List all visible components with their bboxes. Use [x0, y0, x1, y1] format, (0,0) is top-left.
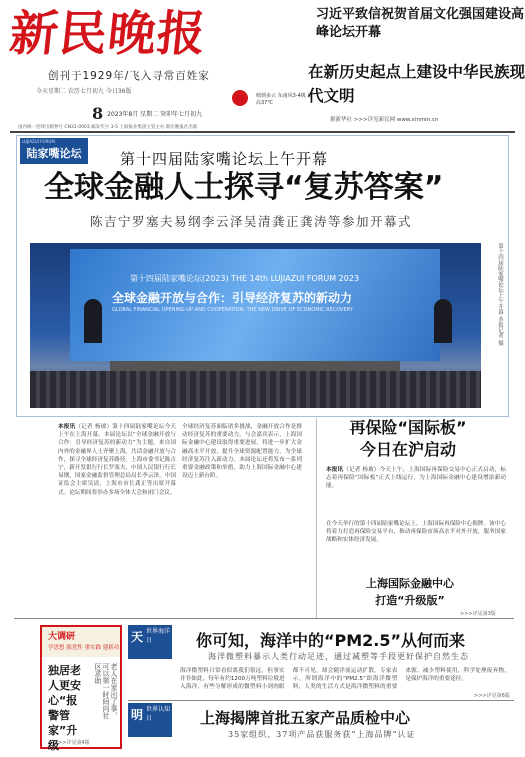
sidebar-headline[interactable]: 独居老人更安心“报警管家”升级 [48, 664, 81, 752]
article-lead: 本报讯 [326, 467, 344, 473]
forum-subtitle: 陈吉宁罗塞夫易纲李云泽吴清龚正龚涛等参加开幕式 [90, 214, 413, 229]
photo-caption: 第十四届陆家嘴论坛上午开幕 本报记者 摄 [497, 243, 503, 346]
forum-kicker: 第十四届陆家嘴论坛上午开幕 [120, 150, 329, 168]
finance-more-link[interactable]: >>>详见第3版 [460, 611, 496, 617]
news-divider [128, 700, 514, 701]
survey-sidebar [40, 625, 122, 752]
forum-photo [30, 243, 481, 408]
quality-center-subtitle: 35家组织、37项产品获服务获“上海品牌”认证 [228, 730, 416, 739]
forum-tag-en: LUJIAZUI FORUM [22, 139, 55, 144]
stage-screen [70, 249, 440, 361]
ocean-article: 海洋微塑料日常看似离我们很远，但事实并非如此。每年有约1200万吨塑料垃圾进入海洋，有些分解形成的微塑料小到肉眼都不可见，却会随洋流运动扩散。专家表示，所谓海洋中的“PM2.5”即海洋微塑料，人类的生活方式是海洋微塑料的重要来源。减少塑料使用，科学处理废弃物，是保护海洋的重要途径。 [180, 668, 510, 691]
quality-center-headline[interactable]: 上海揭牌首批五家产品质检中心 [200, 709, 411, 727]
forum-article-col2: 全球经济复苏面临诸多挑战，金融开放合作是推动经济复苏的重要动力。与会嘉宾表示，上海国际金融中心建设取得重要进展，将进一步扩大金融高水平开放，提升全球资源配置能力，为全球经济复苏注入新动力。本届论坛还将发布一系列重要金融政策和举措，助力上海国际金融中心建设迈上新台阶。 [182, 424, 302, 480]
stage-lectern [110, 361, 400, 371]
article-text: （记者 杨玻）第十四届陆家嘴论坛今天上午在上海开幕。本届论坛以“全球金融开放与合作：引导经济复苏的新动力”为主题，来自国内外的金融界人士齐聚上海，共话金融开放与合作，探寻全球经济复苏路径。上海市委书记陈吉宁，新开发银行行长罗塞夫，中国人民银行行长易纲，国家金融监督管理总局局长李云泽，中国证监会主席吴清，上海市市长龚正等出席开幕式。论坛期间将举办多场全体大会和闭门会议。 [58, 424, 176, 496]
newspaper-logo: 新民晚报 [7, 6, 209, 62]
ocean-subtitle: 海洋微塑料暴示人类行动足迹，通过减塑等手段更好保护自然生态 [208, 652, 469, 661]
dateline [92, 104, 302, 123]
screen-line-2: 全球金融开放与合作：引导经济复苏的新动力 [112, 291, 353, 305]
headline-civilization[interactable]: 在新历史起点上建设中华民族现代文明 [308, 63, 525, 105]
date-text: 2023年8月 星期二 癸卯年七月初九 [107, 111, 203, 118]
badge-label: 世界海洋日 [146, 628, 171, 644]
screen-line-1: 第十四届陆家嘴论坛(2023) THE 14th LUJIAZUI FORUM 2023 [130, 274, 360, 283]
cognition-day-badge [128, 703, 172, 737]
sidebar-subtitle: 学思想 强党性 重实践 建新功 [48, 645, 120, 651]
finance-center-headline-2[interactable]: 打造“升级版” [375, 594, 445, 607]
headline-xi-letter[interactable]: 习近平致信祝贺首届文化强国建设高峰论坛开幕 [316, 7, 525, 40]
section-divider [14, 618, 514, 619]
ocean-headline[interactable]: 你可知，海洋中的“PM2.5”从何而来 [196, 631, 466, 650]
article-lead: 本报讯 [58, 424, 76, 430]
date-day: 8 [92, 104, 104, 123]
reinsurance-headline-1[interactable]: 再保险“国际板” [349, 418, 467, 437]
reinsurance-article [326, 466, 506, 526]
badge-char: 明 [131, 708, 144, 722]
forum-tag: 陆家嘴论坛 [20, 138, 88, 164]
weather: 晴到多云 东南风3-4级 最高37℃ [256, 93, 313, 106]
badge-char: 天 [131, 630, 144, 644]
ocean-day-badge [128, 625, 172, 659]
speaker-right [434, 299, 452, 343]
tagline: 今天星期二 农历七月初九 今日36版 [36, 88, 132, 95]
badge-label: 世界认知日 [146, 706, 171, 722]
forum-article-col1 [58, 423, 176, 590]
sidebar-deck: 老人在家出了事，可以第一时间向社区求助 [94, 663, 118, 719]
reinsurance-headline-2[interactable]: 今日在沪启动 [359, 440, 456, 459]
article-text: （记者 杨玻）今天上午，上海国际再保险交易中心正式启动，标志着再保险“国际板”正式上线运行，为上海国际金融中心建设增添新动能。 [326, 467, 506, 490]
finance-center-headline-1[interactable]: 上海国际金融中心 [366, 577, 454, 590]
speaker-left [84, 299, 102, 343]
ocean-more-link[interactable]: >>>详见第6版 [474, 693, 510, 699]
sidebar-header [42, 627, 120, 657]
forum-headline[interactable]: 全球金融人士探寻“复苏答案” [44, 170, 444, 205]
headline-source[interactable]: 据新华社 >>>详见新民网 www.xinmin.cn [330, 117, 439, 123]
reinsurance-article-2: 在今天举行的第十四届陆家嘴论坛上，上海国际再保险中心揭牌。该中心将着力打造再保险交易平台，推动再保险市场高水平对外开放，服务国家战略和实体经济发展。 [326, 521, 506, 544]
masthead-divider [10, 131, 515, 133]
founded-line: 创刊于1929年/飞入寻常百姓家 [48, 70, 210, 82]
screen-line-3: GLOBAL FINANCIAL OPENING-UP AND COOPERATION: THE NEW DRIVE OF ECONOMIC RECOVERY [112, 307, 353, 313]
sidebar-more-link[interactable]: >>>详见第4版 [54, 740, 90, 746]
audience [30, 371, 481, 408]
publication-info: 国内统一连续出版物号 CN31-0003 邮发代号 3-5 上海报业集团主管主办 新民晚报社出版 [18, 125, 198, 130]
sidebar-title: 大调研 [48, 632, 76, 642]
column-divider [316, 418, 317, 618]
